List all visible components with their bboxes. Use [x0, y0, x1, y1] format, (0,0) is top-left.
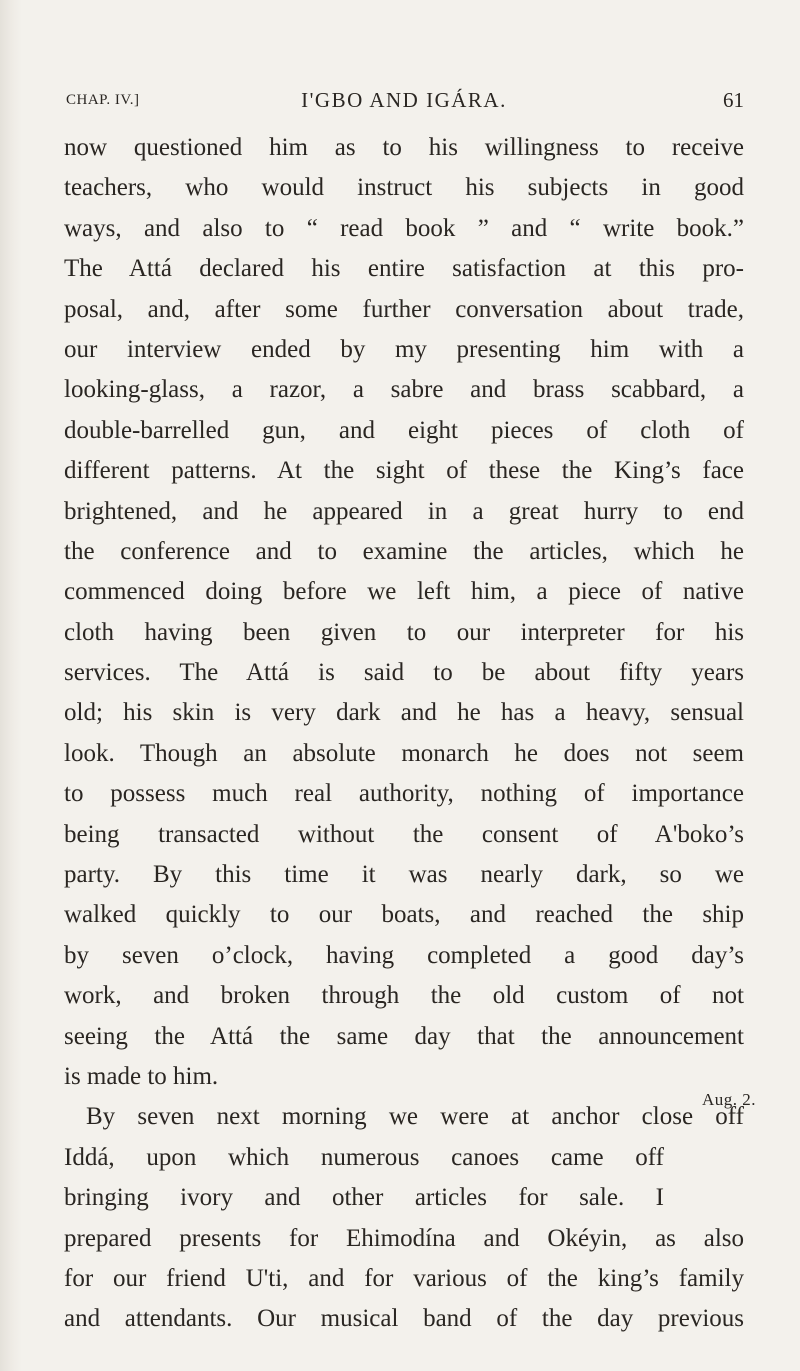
text-line: the conference and to examine the articles, which he — [64, 537, 744, 565]
text-line: bringing ivory and other articles for sale. I — [64, 1184, 664, 1212]
text-line-paragraph-start: By seven next morning we were at anchor close off — [86, 1103, 744, 1131]
text-line-paragraph-end: is made to him. — [64, 1062, 219, 1090]
body-text — [64, 128, 744, 1340]
text-line: for our friend U'ti, and for various of the king’s family — [64, 1264, 744, 1292]
text-line: work, and broken through the old custom of not — [64, 982, 744, 1010]
text-line: old; his skin is very dark and he has a heavy, sensual — [64, 699, 744, 727]
text-line: to possess much real authority, nothing of importance — [64, 780, 744, 808]
text-line: seeing the Attá the same day that the announcement — [64, 1022, 744, 1050]
page-gutter-shadow — [0, 0, 22, 1371]
text-line: our interview ended by my presenting him with a — [64, 335, 744, 363]
page-number: 61 — [723, 88, 744, 112]
text-line: walked quickly to our boats, and reached the ship — [64, 901, 744, 929]
text-line: and attendants. Our musical band of the day previous — [64, 1305, 744, 1333]
text-line: look. Though an absolute monarch he does not seem — [64, 739, 744, 767]
text-line: now questioned him as to his willingness to receive — [64, 134, 744, 161]
text-line: different patterns. At the sight of these the King’s face — [64, 457, 744, 485]
text-line: looking-glass, a razor, a sabre and brass scabbard, a — [64, 376, 744, 404]
text-line: party. By this time it was nearly dark, so we — [64, 861, 744, 889]
running-head — [64, 88, 744, 116]
text-line: prepared presents for Ehimodína and Okéyin, as also — [64, 1224, 744, 1252]
text-line: brightened, and he appeared in a great hurry to end — [64, 497, 744, 525]
margin-date-note: Aug. 2. — [702, 1090, 757, 1109]
text-line: posal, and, after some further conversation about trade, — [64, 295, 744, 323]
text-line: cloth having been given to our interpreter for his — [64, 618, 744, 646]
text-line: services. The Attá is said to be about fifty years — [64, 659, 744, 687]
text-line: ways, and also to “ read book ” and “ write book.” — [64, 214, 744, 242]
text-line: commenced doing before we left him, a piece of native — [64, 578, 744, 606]
text-line: by seven o’clock, having completed a good day’s — [64, 941, 744, 969]
text-line: teachers, who would instruct his subjects in good — [64, 174, 744, 202]
chapter-label: CHAP. IV.] — [66, 92, 140, 108]
text-line: Iddá, upon which numerous canoes came off — [64, 1143, 664, 1171]
page-title: I'GBO AND IGÁRA. — [301, 88, 507, 112]
text-line: double-barrelled gun, and eight pieces of cloth of — [64, 416, 744, 444]
text-line: The Attá declared his entire satisfaction at this pro- — [64, 255, 744, 283]
text-line: being transacted without the consent of A'boko’s — [64, 820, 744, 848]
